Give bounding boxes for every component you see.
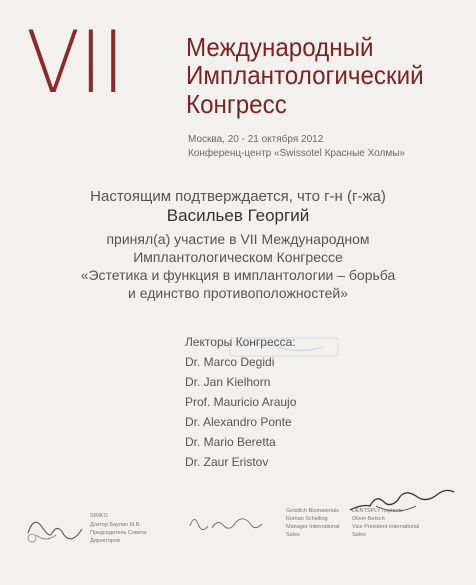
event-venue: Конференц-центр «Swissotel Красные Холмы» (188, 148, 405, 159)
signature-4-line: Vice President International (352, 524, 420, 530)
signature-1-org: SIMKO (90, 513, 108, 519)
certificate-line-4: и единство противоположностей» (128, 285, 348, 301)
title-line-3: Конгресс (186, 89, 287, 119)
signature-4-line: Oliver Betsch (352, 516, 385, 522)
lecturer-name: Prof. Mauricio Araujo (185, 395, 297, 409)
lecturer-name: Dr. Zaur Eristov (185, 455, 269, 469)
roman-numeral: VII (26, 13, 125, 113)
certificate-line-2: Имплантологическом Конгрессе (133, 249, 343, 265)
signature-3-line: Manager International (286, 524, 340, 530)
signature-1-line: Председатель Совета (90, 530, 147, 536)
certificate-line-3: «Эстетика и функция в имплантологии – борьба (80, 267, 396, 283)
participant-name: Васильев Георгий (166, 206, 310, 225)
lecturers-heading: Лекторы Конгресса: (185, 335, 296, 349)
event-date-place: Москва, 20 - 21 октября 2012 (188, 134, 324, 145)
lecturer-name: Dr. Jan Kielhorn (185, 375, 271, 389)
lecturer-name: Dr. Marco Degidi (185, 355, 275, 369)
lecturer-name: Dr. Mario Beretta (185, 435, 276, 449)
signature-3-line: Sales (286, 532, 300, 538)
title-line-1: Международный (186, 32, 374, 62)
signature-4-line: Sales (352, 532, 366, 538)
signature-1-line: Доктор Баулин М.В. (90, 522, 141, 528)
signature-3-org: Geistlich Biomaterials (286, 508, 339, 514)
lecturer-name: Dr. Alexandro Ponte (185, 415, 292, 429)
certificate-line-1: принял(а) участие в VII Международном (106, 231, 370, 247)
title-line-2: Имплантологический (186, 60, 424, 90)
signature-1-image (22, 505, 92, 550)
signature-4-org: DENTSPLY Implants (352, 508, 403, 514)
signature-1-line: Директоров (90, 538, 120, 544)
certificate-intro: Настоящим подтверждается, что г-н (г-жа) (90, 188, 386, 205)
signature-3-line: Roman Schelling (286, 516, 328, 522)
signature-2-image (186, 508, 266, 538)
